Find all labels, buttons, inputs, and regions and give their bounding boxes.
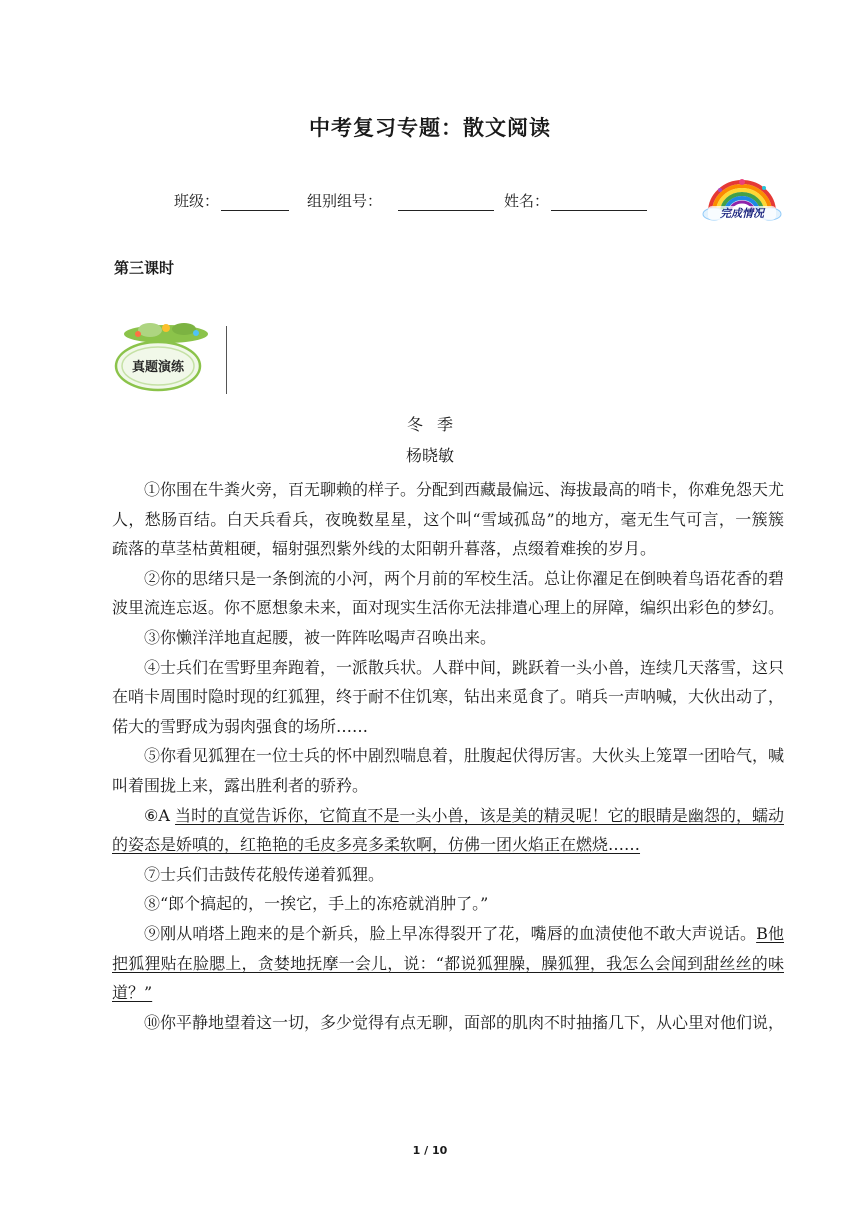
paragraph-2: ②你的思绪只是一条倒流的小河，两个月前的军校生活。总让你濯足在倒映着鸟语花香的碧波里流连忘返。你不愿想象未来，面对现实生活你无法排遣心理上的屏障，编织出彩色的梦幻。: [112, 568, 785, 618]
class-label: 班级：: [174, 192, 220, 210]
underlined-passage-b: B他把狐狸贴在脸腮上，贪婪地抚摩一会儿，说：“都说狐狸臊，臊狐狸，我怎么会闻到甜丝丝的味道？”: [112, 923, 784, 1003]
paragraph-8: ⑧“郎个搞起的，一挨它，手上的冻疮就消肿了。”: [144, 894, 489, 914]
badge-divider: [226, 326, 227, 394]
paragraph-4: ④士兵们在雪野里奔跑着，一派散兵状。人群中间，跳跃着一头小兽，连续几天落雪，这只在哨卡周围时隐时现的红狐狸，终于耐不住饥寒，钻出来觅食了。哨兵一声呐喊，大伙出动了，偌大的雪野成为弱肉强食的场所……: [112, 657, 785, 736]
paragraph-9: [112, 919, 784, 1008]
group-blank: [398, 193, 494, 211]
paragraph-1: ①你围在牛粪火旁，百无聊赖的样子。分配到西藏最偏远、海拔最高的哨卡，你难免怨天尤人，愁肠百结。白天兵看兵，夜晚数星星，这个叫“雪域孤岛”的地方，毫无生气可言，一簇簇疏落的草茎枯黄粗硬，辐射强烈紫外线的太阳朝升暮落，点缀着难挨的岁月。: [112, 480, 785, 559]
article-author: 杨晓敏: [405, 446, 454, 465]
completion-badge-label: 完成情况: [720, 207, 764, 220]
name-label: 姓名：: [504, 192, 550, 210]
group-label: 组别组号：: [307, 192, 383, 210]
paragraph-6: [112, 801, 784, 860]
paragraph-9-text: ⑨刚从哨塔上跑来的是个新兵，脸上早冻得裂开了花，嘴唇的血渍使他不敢大声说话。: [144, 923, 757, 943]
underlined-passage-a: 当时的直觉告诉你，它简直不是一头小兽，该是美的精灵呢！它的眼睛是幽怨的，蠕动的姿态是娇嗔的，红艳艳的毛皮多亮多柔软啊，仿佛一团火焰正在燃烧……: [112, 805, 784, 855]
practice-section-badge: [110, 320, 230, 398]
paragraph-5: ⑤你看见狐狸在一位士兵的怀中剧烈喘息着，肚腹起伏得厉害。大伙头上笼罩一团哈气，喊叫着围拢上来，露出胜利者的骄矜。: [112, 746, 785, 795]
student-info-row: [174, 190, 647, 211]
paragraph-7: ⑦士兵们击鼓传花般传递着狐狸。: [144, 864, 385, 884]
document-title: 中考复习专题：散文阅读: [309, 115, 551, 140]
page-number: 1 / 10: [412, 1144, 448, 1157]
paragraph-6-marker: ⑥A: [144, 805, 176, 825]
paragraph-10: ⑩你平静地望着这一切，多少觉得有点无聊，面部的肌肉不时抽搐几下，从心里对他们说，: [144, 1012, 785, 1032]
practice-section-label: 真题演练: [132, 360, 185, 375]
class-blank: [221, 193, 289, 211]
name-blank: [551, 193, 647, 211]
article-title: 冬季: [406, 415, 467, 434]
paragraph-3: ③你懒洋洋地直起腰，被一阵阵吆喝声召唤出来。: [144, 627, 497, 647]
completion-badge-image: [700, 172, 784, 228]
lesson-heading: 第三课时: [114, 259, 175, 277]
article-body: [112, 475, 784, 1037]
